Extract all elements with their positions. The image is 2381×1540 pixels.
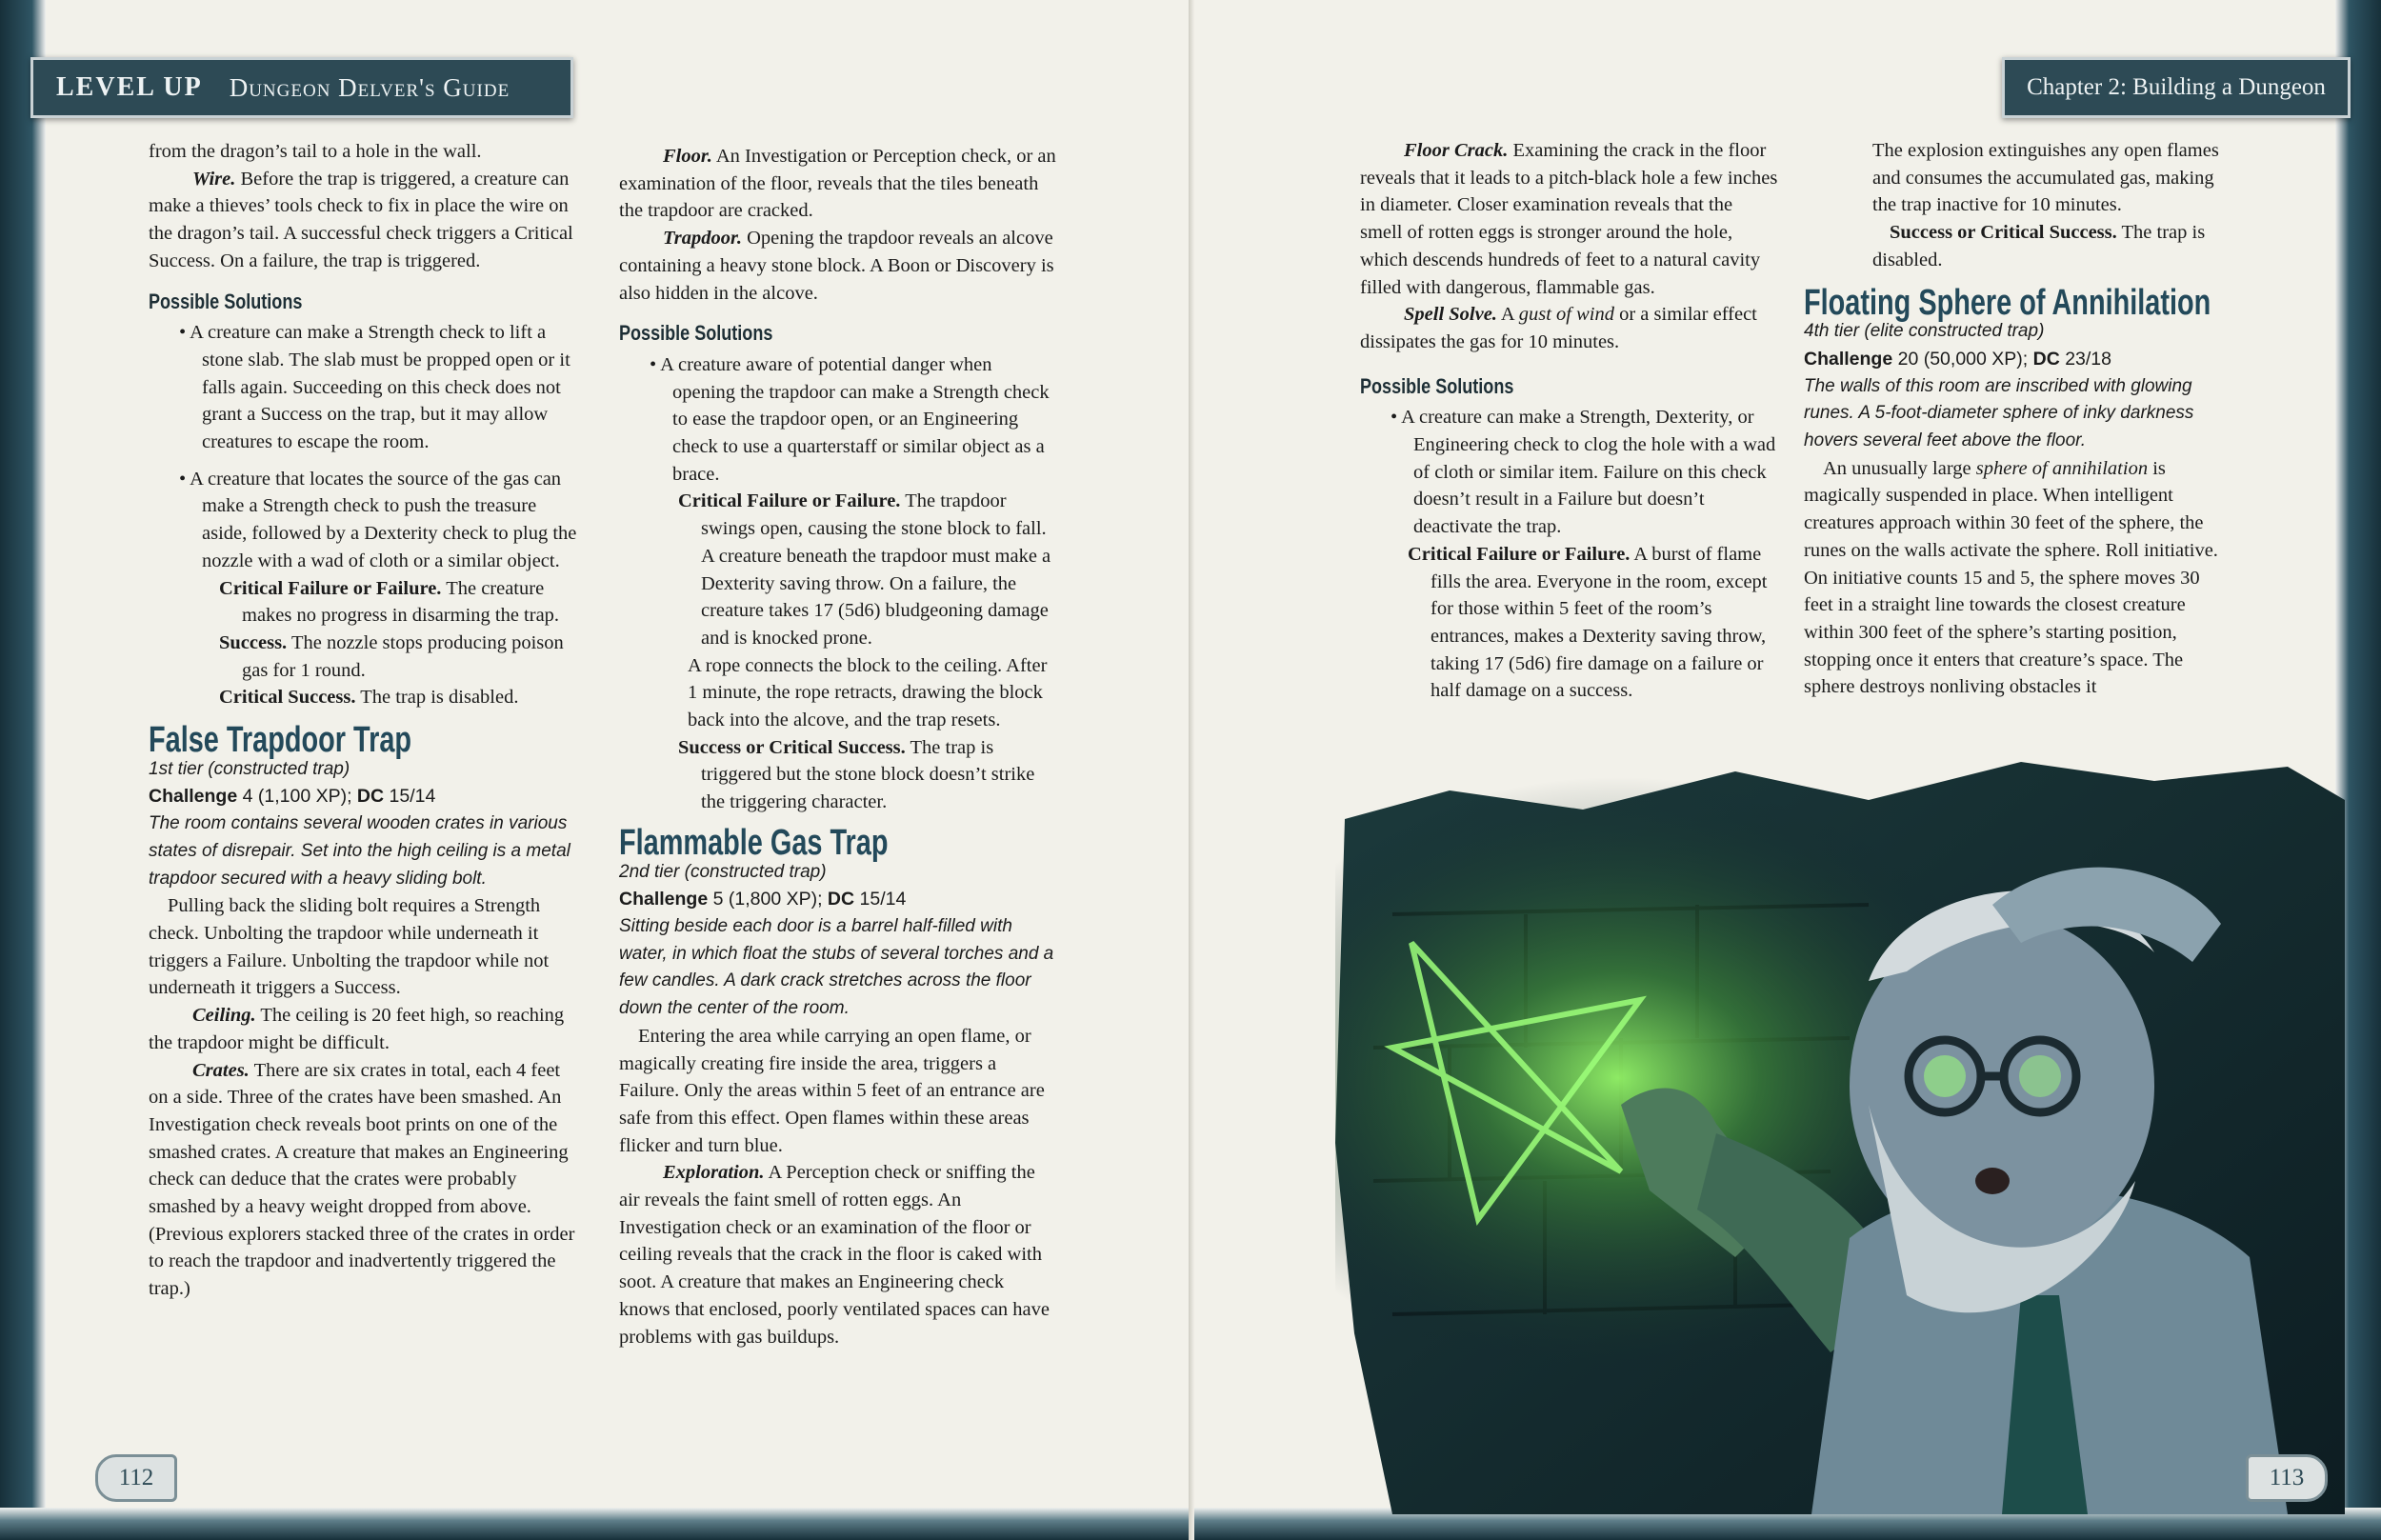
text: The creature makes no progress in disarming the trap.	[242, 577, 560, 627]
paragraph: A rope connects the block to the ceiling. After 1 minute, the rope retracts, drawing the block back into the alcove, and the trap resets.	[688, 654, 1048, 731]
paragraph	[1804, 455, 2223, 701]
trap-flavor: Sitting beside each door is a barrel half-filled with water, in which float the stubs of several torches and a few candles. A dark crack stretches across the floor down the center of the room.	[619, 915, 1054, 1019]
book-title: Dungeon Delver's Guide	[229, 72, 510, 102]
label: Success.	[219, 631, 288, 653]
paragraph: Entering the area while carrying an open flame, or magically creating fire inside the area, triggers a Failure. Only the areas within 5 feet of an entrance are safe from this effect. Open flames within these areas flicker and turn blue.	[619, 1025, 1045, 1156]
paragraph: The explosion extinguishes any open flames and consumes the accumulated gas, making the trap inactive for 10 minutes.	[1872, 140, 2219, 216]
trap-tier: 1st tier (constructed trap)	[149, 758, 350, 779]
label: Floor Crack.	[1404, 140, 1509, 161]
text: A creature can make a Strength check to lift a stone slab. The slab must be propped open or it falls again. Succeeding on this check does not grant a Success on the trap, but it may allow creatures to escape the room.	[190, 322, 570, 453]
trap-tier: 2nd tier (constructed trap)	[619, 861, 827, 882]
column-3	[1360, 137, 1779, 705]
result-line	[149, 575, 577, 630]
label: Success or Critical Success.	[1890, 222, 2117, 244]
left-page-frame	[0, 0, 46, 1540]
result-line	[619, 488, 1057, 651]
result-line	[1360, 541, 1779, 705]
paragraph	[149, 166, 577, 275]
text: The trap is disabled.	[355, 687, 519, 709]
result-line	[149, 630, 577, 684]
lens-reflection	[2019, 1055, 2061, 1097]
trap-heading: Floating Sphere of Annihilation	[1804, 282, 2211, 323]
text: There are six crates in total, each 4 feet on a side. Three of the crates have been smashed. An Investigation check reveals boot prints on one of the smashed crates. A creature that makes an Engineering check can deduce that the crates were probably smashed by a heavy weight dropped from above. (Previous explorers stacked three of the crates in order to reach the trapdoor and inadvertently triggered the trap.)	[149, 1059, 575, 1300]
book-header	[30, 57, 573, 118]
brand-logo: LEVEL UP	[56, 72, 203, 102]
text: from the dragon’s tail to a hole in the wall.	[149, 141, 482, 162]
label: Critical Success.	[219, 687, 356, 709]
paragraph	[1360, 301, 1779, 355]
paragraph	[619, 1159, 1057, 1350]
text: The ceiling is 20 feet high, so reaching the trapdoor might be difficult.	[149, 1005, 565, 1053]
trap-flavor: The walls of this room are inscribed with glowing runes. A 5-foot-diameter sphere of inky darkness hovers several feet above the floor.	[1804, 375, 2194, 451]
text: The trap is disabled.	[1872, 222, 2206, 270]
paragraph	[149, 1057, 577, 1303]
label: DC	[2032, 348, 2060, 370]
label: DC	[827, 889, 855, 910]
label: DC	[356, 786, 385, 808]
section-heading: Possible Solutions	[149, 289, 303, 313]
text: Before the trap is triggered, a creature can make a thieves’ tools check to fix in place the wire on the dragon’s tail. A successful check triggers a Critical Success. On a failure, the trap is triggered.	[149, 168, 573, 271]
section-heading: Possible Solutions	[1360, 373, 1514, 398]
text: An unusually large	[1823, 457, 1976, 479]
text: 20 (50,000 XP);	[1892, 348, 2033, 370]
text: 5 (1,800 XP);	[708, 889, 828, 910]
text: A creature can make a Strength, Dexterity, or Engineering check to clog the hole with a wad of cloth or similar item. Failure on this check doesn’t result in a Failure but doesn’t deactivate the trap.	[1401, 407, 1776, 538]
column-1	[149, 138, 577, 1303]
chapter-title: Chapter 2: Building a Dungeon	[2027, 74, 2326, 100]
paragraph	[149, 138, 577, 166]
trap-flavor: The room contains several wooden crates in various states of disrepair. Set into the high ceiling is a metal trapdoor secured with a heavy sliding bolt.	[149, 813, 570, 889]
text: 15/14	[384, 786, 436, 808]
chapter-header	[2002, 57, 2351, 118]
page-number-left: 112	[95, 1454, 177, 1502]
label: Challenge	[619, 889, 709, 910]
text: 4 (1,100 XP);	[237, 786, 357, 808]
label: Spell Solve.	[1404, 304, 1497, 326]
trap-challenge	[1804, 346, 2223, 373]
label: Exploration.	[663, 1162, 765, 1184]
text: The nozzle stops producing poison gas for 1 round.	[242, 631, 564, 681]
label: Wire.	[192, 168, 236, 190]
result-line	[619, 734, 1057, 816]
trap-challenge	[149, 783, 577, 810]
text: A burst of flame fills the area. Everyone in the room, except for those within 5 feet of the room’s entrances, makes a Dexterity saving throw, taking 17 (5d6) fire damage on a failure or half damage on a success.	[1431, 543, 1768, 702]
trap-heading: False Trapdoor Trap	[149, 720, 412, 761]
right-page	[1194, 0, 2381, 1540]
text: or a similar effect dissipates the gas for 10 minutes.	[1360, 304, 1757, 352]
lens-reflection	[1924, 1055, 1966, 1097]
column-2	[619, 143, 1057, 1350]
label: Ceiling.	[192, 1005, 256, 1027]
label: Challenge	[149, 786, 238, 808]
label: Critical Failure or Failure.	[678, 490, 901, 512]
text: 23/18	[2059, 348, 2111, 370]
column-4	[1804, 137, 2223, 701]
label: Floor.	[663, 146, 712, 167]
text: Examining the crack in the floor reveals that it leads to a pitch-black hole a few inches in diameter. Closer examination reveals that the smell of rotten eggs is stronger around the hole, which descends hundreds of feet to a natural cavity filled with dangerous, flammable gas.	[1360, 140, 1778, 298]
list-item: • A creature aware of potential danger when opening the trapdoor can make a Strength check to ease the trapdoor open, or an Engineering check to use a quarterstaff or similar object as a brace.	[650, 353, 1050, 485]
spell-name: gust of wind	[1518, 304, 1614, 326]
text: 15/14	[854, 889, 907, 910]
paragraph	[1360, 137, 1779, 301]
list-item: • A creature can make a Strength, Dexterity, or Engineering check to clog the hole with a wad of cloth or similar item. Failure on this check doesn’t result in a Failure but doesn’t deactivate the trap.	[1391, 407, 1776, 538]
result-line	[1804, 219, 2223, 273]
list-item: • A creature can make a Strength check to lift a stone slab. The slab must be propped open or it falls again. Succeeding on this check does not grant a Success on the trap, but it may allow creatures to escape the room.	[179, 322, 570, 453]
label: Challenge	[1804, 348, 1893, 370]
label: Critical Failure or Failure.	[219, 577, 442, 599]
paragraph	[619, 143, 1057, 225]
text: The trapdoor swings open, causing the stone block to fall. A creature beneath the trapdoor must make a Dexterity saving throw. On a failure, the creature takes 17 (5d6) bludgeoning damage and is knocked prone.	[701, 490, 1051, 649]
paragraph	[619, 225, 1057, 307]
page-number-right: 113	[2246, 1454, 2328, 1502]
list-item: • A creature that locates the source of the gas can make a Strength check to push the treasure aside, followed by a Dexterity check to plug the nozzle with a wad of cloth or a similar object.	[179, 468, 577, 571]
label: Success or Critical Success.	[678, 736, 906, 758]
item-name: sphere of annihilation	[1975, 457, 2149, 479]
paragraph: Pulling back the sliding bolt requires a Strength check. Unbolting the trapdoor while underneath it triggers a Failure. Unbolting the trapdoor while not underneath it triggers a Success.	[149, 895, 550, 999]
text: An Investigation or Perception check, or an examination of the floor, reveals that the tiles beneath the trapdoor are cracked.	[619, 146, 1056, 222]
text: A creature aware of potential danger when opening the trapdoor can make a Strength check to ease the trapdoor open, or an Engineering check to use a quarterstaff or similar object as a brace.	[660, 353, 1050, 485]
scholar-illustration	[1335, 762, 2345, 1514]
text: A creature that locates the source of the gas can make a Strength check to push the treasure aside, followed by a Dexterity check to plug the nozzle with a wad of cloth or a similar object.	[190, 468, 577, 571]
open-mouth	[1975, 1168, 2010, 1194]
text: A Perception check or sniffing the air reveals the faint smell of rotten eggs. An Investigation check or an examination of the floor or ceiling reveals that the crack in the floor is caked with soot. A creature that makes an Engineering check knows that enclosed, poorly ventilated spaces can have problems with gas buildups.	[619, 1162, 1050, 1348]
left-page-bottom-frame	[0, 1508, 1194, 1540]
result-line	[149, 684, 577, 711]
label: Critical Failure or Failure.	[1408, 543, 1631, 565]
trap-tier: 4th tier (elite constructed trap)	[1804, 321, 2045, 342]
text: A	[1496, 304, 1519, 326]
trap-challenge	[619, 886, 1057, 913]
text: Opening the trapdoor reveals an alcove containing a heavy stone block. A Boon or Discovery is also hidden in the alcove.	[619, 228, 1054, 304]
trap-heading: Flammable Gas Trap	[619, 822, 889, 863]
text: is magically suspended in place. When intelligent creatures approach within 30 feet of the sphere, the runes on the walls activate the sphere. Roll initiative. On initiative counts 15 and 5, the sphere moves 30 feet in a straight line towards the closest creature within 300 feet of the sphere’s starting position, stopping once it enters that creature’s space. The sphere destroys nonliving obstacles it	[1804, 457, 2218, 698]
section-heading: Possible Solutions	[619, 321, 773, 346]
paragraph	[149, 1002, 577, 1056]
label: Trapdoor.	[663, 228, 742, 250]
text: The trap is triggered but the stone block doesn’t strike the triggering character.	[701, 736, 1035, 813]
label: Crates.	[192, 1059, 250, 1081]
